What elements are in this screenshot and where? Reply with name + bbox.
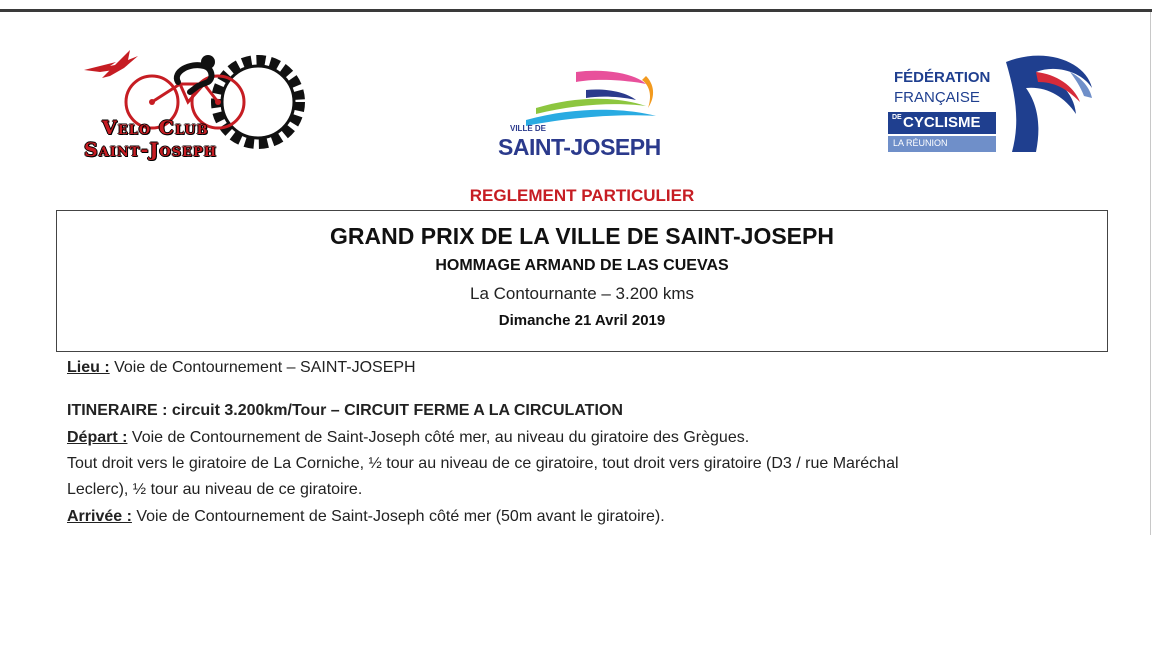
depart-label: Départ : [67,429,128,446]
velo-club-logo [80,44,320,166]
route-line-2: Leclerc), ½ tour au niveau de ce giratoire. [67,481,363,498]
ville-de-label: VILLE DE [510,124,547,133]
event-subtitle: HOMMAGE ARMAND DE LAS CUEVAS [435,257,729,274]
ffc-line2: FRANÇAISE [894,89,980,106]
course-info: La Contournante – 3.200 kms [470,284,694,303]
lieu-line [67,359,416,377]
ville-saint-joseph-logo [496,66,676,164]
arrivee-text: Voie de Contournement de Saint-Joseph côté mer (50m avant le giratoire). [131,508,665,525]
title-box [56,210,1108,352]
event-title: GRAND PRIX DE LA VILLE DE SAINT-JOSEPH [330,223,834,249]
velo-club-line2: Saint-Joseph [84,139,217,161]
reglement-heading: REGLEMENT PARTICULIER [469,186,695,205]
itineraire-line: ITINERAIRE : circuit 3.200km/Tour – CIRCUIT FERME A LA CIRCULATION [67,402,623,419]
ffc-logo [886,52,1100,156]
ffc-de: DE [892,114,902,121]
lieu-text: Voie de Contournement – SAINT-JOSEPH [109,359,416,376]
arrivee-line [67,508,665,526]
event-date: Dimanche 21 Avril 2019 [498,312,666,329]
velo-club-line1: Velo Club [102,117,209,139]
lieu-label: Lieu : [67,359,110,376]
ffc-line4: LA RÉUNION [893,138,948,148]
ffc-line3: CYCLISME [903,114,981,131]
depart-text: Voie de Contournement de Saint-Joseph côté mer, au niveau du giratoire des Grègues. [127,429,750,446]
depart-line [67,429,749,447]
arrivee-label: Arrivée : [67,508,132,525]
route-line-1: Tout droit vers le giratoire de La Corniche, ½ tour au niveau de ce giratoire, tout droit vers giratoire (D3 / rue Maréchal [67,455,899,472]
ffc-line1: FÉDÉRATION [894,69,991,86]
ville-name: SAINT-JOSEPH [498,134,661,160]
